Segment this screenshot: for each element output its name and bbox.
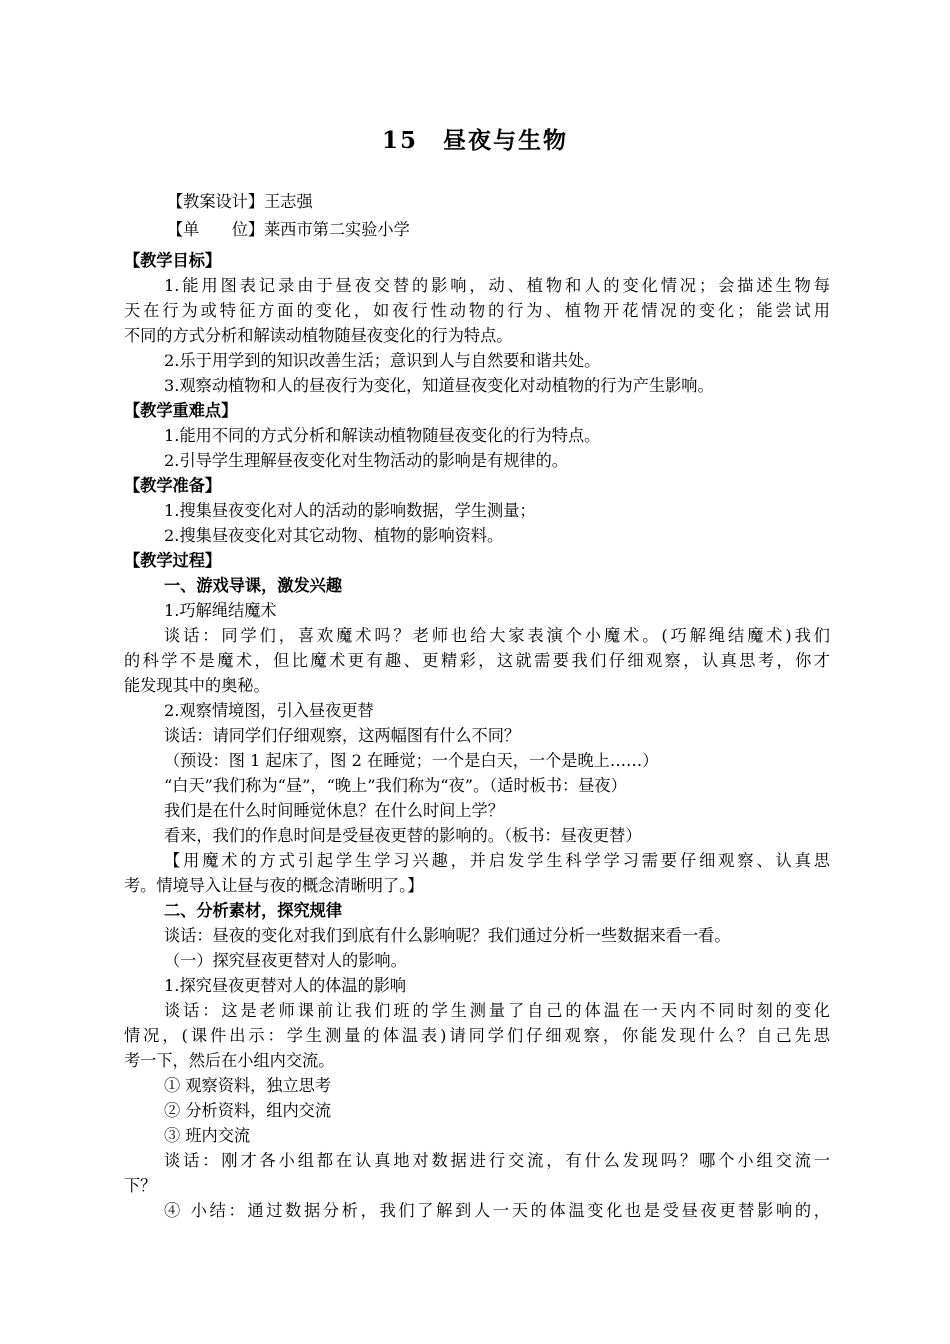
section-2-item-1-talk2-line-1: 谈话：刚才各小组都在认真地对数据进行交流，有什么发现吗？哪个小组交流一 [164,1151,830,1170]
preparation-1: 1.搜集昼夜变化对人的活动的影响数据，学生测量； [164,501,536,520]
section-1-item-2: 2.观察情境图，引入昼夜更替 [164,701,374,720]
key-point-2: 2.引导学生理解昼夜变化对生物活动的影响是有规律的。 [164,451,568,470]
section-1-note-line-2: 考。情境导入让昼与夜的概念清晰明了。】 [124,876,424,895]
section-1-talk-line-3: 能发现其中的奥秘。 [124,676,270,695]
step-1: ① 观察资料，独立思考 [164,1076,332,1095]
objective-1-line-3: 不同的方式分析和解读动植物随昼夜变化的行为特点。 [124,326,513,345]
designer-line: 【教案设计】王志强 [167,192,313,211]
section-1-item-2-conclusion: 看来，我们的作息时间是受昼夜更替的影响的。（板书：昼夜更替） [164,826,642,845]
preparation-2: 2.搜集昼夜变化对其它动物、植物的影响资料。 [164,526,504,545]
section-2-item-1: 1.探究昼夜更替对人的体温的影响 [164,976,407,995]
key-points-heading: 【教学重难点】 [124,401,238,420]
section-2-item-1-talk-line-2: 情况，(课件出示：学生测量的体温表)请同学们仔细观察，你能发现什么？自己先思 [124,1026,830,1045]
objective-3: 3.观察动植物和人的昼夜行为变化，知道昼夜变化对动植物的行为产生影响。 [164,376,714,395]
objective-1-line-1: 1.能用图表记录由于昼夜交替的影响，动、植物和人的变化情况；会描述生物每 [164,276,830,295]
section-1-item-2-preset: （预设：图 1 起床了，图 2 在睡觉；一个是白天，一个是晚上……） [164,751,659,770]
page-title: 15 昼夜与生物 [381,127,568,154]
section-1-talk-line-2: 的科学不是魔术，但比魔术更有趣、更精彩，这就需要我们仔细观察，认真思考，你才 [124,651,830,670]
section-1-item-2-question: 我们是在什么时间睡觉休息？在什么时间上学？ [164,801,504,820]
section-2-subheading-1: （一）探究昼夜更替对人的影响。 [164,951,407,970]
section-2-item-1-talk-line-1: 谈话：这是老师课前让我们班的学生测量了自己的体温在一天内不同时刻的变化 [164,1001,830,1020]
unit-line: 【单 位】莱西市第二实验小学 [167,220,410,239]
section-2-item-1-talk2-line-2: 下？ [124,1176,157,1195]
section-1-heading: 一、游戏导课，激发兴趣 [164,576,343,595]
step-2: ② 分析资料，组内交流 [164,1101,332,1120]
preparation-heading: 【教学准备】 [124,476,222,495]
section-2-talk: 谈话：昼夜的变化对我们到底有什么影响呢？我们通过分析一些数据来看一看。 [164,926,731,945]
objective-1-line-2: 天在行为或特征方面的变化，如夜行性动物的行为、植物开花情况的变化；能尝试用 [124,301,830,320]
key-point-1: 1.能用不同的方式分析和解读动植物随昼夜变化的行为特点。 [164,426,601,445]
section-2-item-1-talk-line-3: 考一下，然后在小组内交流。 [124,1051,335,1070]
step-3: ③ 班内交流 [164,1126,251,1145]
objectives-heading: 【教学目标】 [124,251,222,270]
objective-2: 2.乐于用学到的知识改善生活；意识到人与自然要和谐共处。 [164,351,601,370]
section-2-heading: 二、分析素材，探究规律 [164,901,343,920]
section-1-note-line-1: 【用魔术的方式引起学生学习兴趣，并启发学生科学学习需要仔细观察、认真思 [164,851,830,870]
section-1-talk-line-1: 谈话：同学们，喜欢魔术吗？老师也给大家表演个小魔术。(巧解绳结魔术)我们 [164,626,830,645]
step-4: ④ 小结：通过数据分析，我们了解到人一天的体温变化也是受昼夜更替影响的， [164,1201,830,1220]
process-heading: 【教学过程】 [124,551,222,570]
section-1-item-2-talk: 谈话：请同学们仔细观察，这两幅图有什么不同？ [164,726,521,745]
section-1-item-1: 1.巧解绳结魔术 [164,601,277,620]
section-1-item-2-daynight: “白天”我们称为“昼”，“晚上”我们称为“夜”。（适时板书：昼夜） [164,776,627,795]
